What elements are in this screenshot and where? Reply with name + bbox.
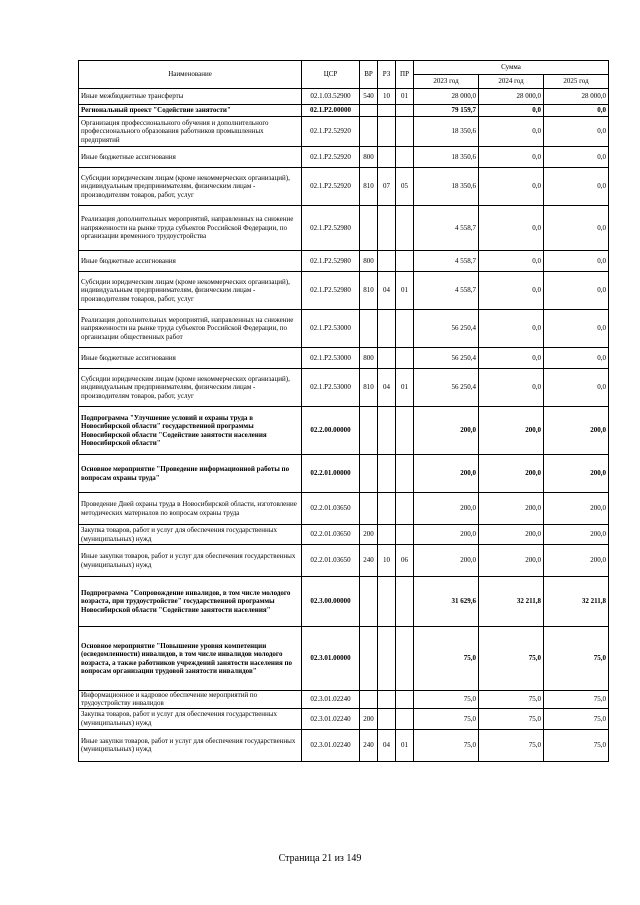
row-name: Закупка товаров, работ и услуг для обеспечения государственных (муниципальных) нужд [79,525,302,545]
row-sum-2024: 200,0 [479,407,544,455]
row-name: Подпрограмма "Сопровождение инвалидов, в том числе молодого возраста, при трудоустройстве" государственной программы Новосибирской области "Содействие занятости населения" [79,577,302,627]
row-sum-2025: 0,0 [544,105,609,117]
row-pr [396,708,414,729]
row-csr: 02.2.01.03650 [302,525,360,545]
row-sum-2025: 200,0 [544,407,609,455]
budget-table [78,60,609,762]
header-year-2023: 2023 год [414,75,479,89]
row-vr [360,455,378,493]
table-row [79,691,609,709]
row-pr: 01 [396,729,414,761]
table-row [79,369,609,407]
row-pr [396,206,414,251]
row-csr: 02.1.P2.53000 [302,369,360,407]
row-csr: 02.1.P2.52920 [302,147,360,168]
header-vr: ВР [360,61,378,89]
row-name: Иные бюджетные ассигнования [79,147,302,168]
table-row [79,348,609,369]
row-pr [396,627,414,691]
row-sum-2025: 0,0 [544,206,609,251]
row-sum-2023: 200,0 [414,493,479,525]
row-csr: 02.2.01.03650 [302,545,360,577]
row-pr: 01 [396,89,414,105]
row-rz [378,708,396,729]
row-sum-2025: 0,0 [544,117,609,147]
table-row [79,105,609,117]
table-row [79,147,609,168]
row-pr [396,493,414,525]
row-rz [378,206,396,251]
row-csr: 02.3.01.02240 [302,729,360,761]
row-pr [396,407,414,455]
row-rz [378,493,396,525]
row-pr [396,147,414,168]
row-csr: 02.1.P2.52980 [302,206,360,251]
table-row [79,729,609,761]
row-rz [378,525,396,545]
table-row [79,206,609,251]
table-row [79,493,609,525]
row-vr: 240 [360,729,378,761]
row-sum-2023: 4 558,7 [414,272,479,310]
row-csr: 02.1.P2.52920 [302,168,360,206]
row-rz: 10 [378,545,396,577]
row-vr [360,577,378,627]
row-rz [378,455,396,493]
row-rz [378,627,396,691]
row-rz: 04 [378,272,396,310]
row-sum-2023: 4 558,7 [414,206,479,251]
row-sum-2024: 75,0 [479,729,544,761]
row-name: Проведение Дней охраны труда в Новосибирской области, изготовление методических материалов по вопросам охраны труда [79,493,302,525]
row-sum-2025: 200,0 [544,525,609,545]
row-sum-2023: 200,0 [414,455,479,493]
row-sum-2023: 75,0 [414,691,479,709]
row-rz [378,105,396,117]
row-sum-2023: 18 350,6 [414,117,479,147]
row-sum-2025: 200,0 [544,455,609,493]
row-sum-2023: 4 558,7 [414,251,479,272]
row-sum-2024: 75,0 [479,708,544,729]
row-name: Субсидии юридическим лицам (кроме некоммерческих организаций), индивидуальным предпринимателям, физическим лицам - производителям товаров, работ, услуг [79,369,302,407]
row-pr [396,691,414,709]
row-vr [360,206,378,251]
row-sum-2024: 75,0 [479,627,544,691]
row-csr: 02.3.01.02240 [302,691,360,709]
row-csr: 02.2.01.03650 [302,493,360,525]
row-sum-2023: 56 250,4 [414,369,479,407]
row-pr [396,105,414,117]
row-sum-2025: 0,0 [544,168,609,206]
row-sum-2024: 75,0 [479,691,544,709]
row-vr: 240 [360,545,378,577]
row-rz: 04 [378,369,396,407]
row-vr: 800 [360,147,378,168]
row-name: Организация профессионального обучения и дополнительного профессионального образования работников промышленных предприятий [79,117,302,147]
row-pr [396,348,414,369]
header-year-2025: 2025 год [544,75,609,89]
table-row [79,310,609,348]
row-name: Иные бюджетные ассигнования [79,348,302,369]
header-csr: ЦСР [302,61,360,89]
row-sum-2025: 0,0 [544,348,609,369]
row-sum-2025: 75,0 [544,627,609,691]
row-vr: 800 [360,348,378,369]
row-csr: 02.2.01.00000 [302,455,360,493]
row-sum-2025: 75,0 [544,691,609,709]
row-rz [378,117,396,147]
row-sum-2025: 75,0 [544,708,609,729]
table-row [79,407,609,455]
row-vr: 810 [360,369,378,407]
row-pr [396,455,414,493]
row-pr [396,577,414,627]
row-sum-2023: 75,0 [414,708,479,729]
row-csr: 02.3.01.02240 [302,708,360,729]
row-csr: 02.3.00.00000 [302,577,360,627]
row-vr [360,407,378,455]
row-vr: 810 [360,272,378,310]
row-sum-2025: 0,0 [544,147,609,168]
row-rz [378,310,396,348]
row-csr: 02.1.P2.52980 [302,272,360,310]
row-name: Реализация дополнительных мероприятий, направленных на снижение напряженности на рынке труда субъектов Российской Федерации, по организации временного трудоустройства [79,206,302,251]
row-sum-2023: 56 250,4 [414,348,479,369]
row-sum-2024: 0,0 [479,168,544,206]
row-name: Иные бюджетные ассигнования [79,251,302,272]
row-sum-2025: 200,0 [544,493,609,525]
row-sum-2024: 0,0 [479,105,544,117]
row-rz [378,407,396,455]
row-sum-2024: 32 211,8 [479,577,544,627]
row-rz: 07 [378,168,396,206]
header-rz: РЗ [378,61,396,89]
row-sum-2023: 75,0 [414,627,479,691]
table-row [79,627,609,691]
row-name: Информационное и кадровое обеспечение мероприятий по трудоустройству инвалидов [79,691,302,709]
header-name: Наименование [79,61,302,89]
row-vr [360,493,378,525]
table-body [79,89,609,762]
table-row [79,89,609,105]
header-pr: ПР [396,61,414,89]
row-vr: 810 [360,168,378,206]
row-pr: 01 [396,272,414,310]
header-year-2024: 2024 год [479,75,544,89]
row-name: Субсидии юридическим лицам (кроме некоммерческих организаций), индивидуальным предпринимателям, физическим лицам - производителям товаров, работ, услуг [79,168,302,206]
row-pr [396,525,414,545]
row-name: Основное мероприятие "Повышение уровня компетенции (осведомленности) инвалидов, в том числе инвалидов молодого возраста, а также работников учреждений занятости населения по вопросам организации трудовой занятости инвалидов" [79,627,302,691]
row-sum-2024: 200,0 [479,455,544,493]
row-sum-2023: 18 350,6 [414,147,479,168]
row-sum-2024: 0,0 [479,117,544,147]
row-vr: 200 [360,708,378,729]
row-rz [378,348,396,369]
row-vr [360,105,378,117]
row-sum-2024: 0,0 [479,147,544,168]
row-pr [396,310,414,348]
row-csr: 02.1.P2.52920 [302,117,360,147]
row-rz [378,251,396,272]
table-row [79,577,609,627]
row-sum-2023: 28 000,0 [414,89,479,105]
row-sum-2023: 75,0 [414,729,479,761]
row-rz: 10 [378,89,396,105]
table-row [79,708,609,729]
row-sum-2025: 0,0 [544,272,609,310]
row-name: Региональный проект "Содействие занятости" [79,105,302,117]
row-sum-2025: 200,0 [544,545,609,577]
row-sum-2024: 0,0 [479,310,544,348]
row-name: Закупка товаров, работ и услуг для обеспечения государственных (муниципальных) нужд [79,708,302,729]
row-sum-2025: 0,0 [544,369,609,407]
row-name: Основное мероприятие "Проведение информационной работы по вопросам охраны труда" [79,455,302,493]
row-pr: 01 [396,369,414,407]
row-vr: 800 [360,251,378,272]
row-vr [360,310,378,348]
table-row [79,455,609,493]
row-sum-2025: 32 211,8 [544,577,609,627]
row-sum-2024: 0,0 [479,206,544,251]
row-name: Иные закупки товаров, работ и услуг для обеспечения государственных (муниципальных) нужд [79,729,302,761]
row-sum-2023: 200,0 [414,407,479,455]
row-vr [360,117,378,147]
row-sum-2023: 79 159,7 [414,105,479,117]
header-sum: Сумма [414,61,609,75]
row-csr: 02.1.P2.53000 [302,348,360,369]
row-csr: 02.3.01.00000 [302,627,360,691]
row-rz: 04 [378,729,396,761]
row-sum-2023: 56 250,4 [414,310,479,348]
row-sum-2025: 75,0 [544,729,609,761]
table-row [79,545,609,577]
row-vr: 200 [360,525,378,545]
page-footer: Страница 21 из 149 [278,853,362,864]
row-sum-2025: 0,0 [544,251,609,272]
row-csr: 02.1.P2.00000 [302,105,360,117]
row-sum-2025: 0,0 [544,310,609,348]
row-sum-2024: 0,0 [479,369,544,407]
row-csr: 02.1.P2.52980 [302,251,360,272]
table-row [79,525,609,545]
table-row [79,117,609,147]
row-csr: 02.2.00.00000 [302,407,360,455]
row-pr: 05 [396,168,414,206]
row-name: Иные межбюджетные трансферты [79,89,302,105]
table-row [79,168,609,206]
row-rz [378,147,396,168]
row-sum-2024: 0,0 [479,251,544,272]
row-sum-2023: 18 350,6 [414,168,479,206]
row-sum-2024: 200,0 [479,525,544,545]
row-sum-2024: 0,0 [479,272,544,310]
row-name: Реализация дополнительных мероприятий, направленных на снижение напряженности на рынке труда субъектов Российской Федерации, по организации общественных работ [79,310,302,348]
row-rz [378,577,396,627]
row-sum-2025: 28 000,0 [544,89,609,105]
row-sum-2023: 200,0 [414,525,479,545]
row-vr: 540 [360,89,378,105]
row-sum-2023: 200,0 [414,545,479,577]
row-sum-2024: 200,0 [479,493,544,525]
row-csr: 02.1.P2.53000 [302,310,360,348]
row-sum-2024: 28 000,0 [479,89,544,105]
row-vr [360,627,378,691]
row-name: Подпрограмма "Улучшение условий и охраны труда в Новосибирской области" государственной программы Новосибирской области "Содействие занятости населения Новосибирской области" [79,407,302,455]
row-vr [360,691,378,709]
row-name: Иные закупки товаров, работ и услуг для обеспечения государственных (муниципальных) нужд [79,545,302,577]
table-row [79,251,609,272]
row-pr [396,251,414,272]
table-row [79,272,609,310]
row-sum-2024: 200,0 [479,545,544,577]
row-rz [378,691,396,709]
row-sum-2023: 31 629,6 [414,577,479,627]
row-pr: 06 [396,545,414,577]
row-sum-2024: 0,0 [479,348,544,369]
row-name: Субсидии юридическим лицам (кроме некоммерческих организаций), индивидуальным предпринимателям, физическим лицам - производителям товаров, работ, услуг [79,272,302,310]
row-csr: 02.1.03.52900 [302,89,360,105]
row-pr [396,117,414,147]
